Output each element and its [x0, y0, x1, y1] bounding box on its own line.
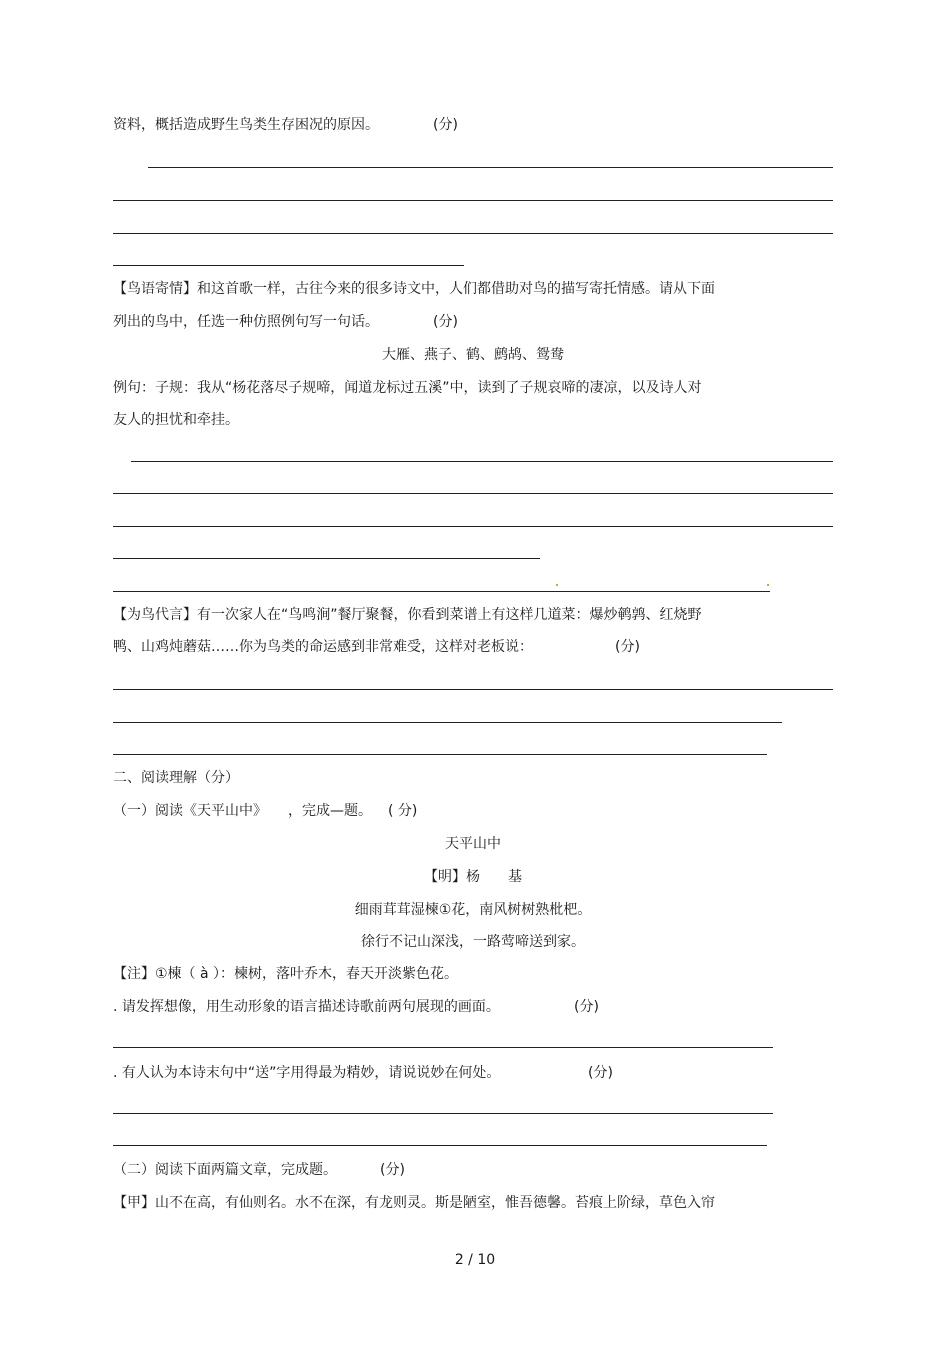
part1-title: （一）阅读《天平山中》 — [113, 803, 267, 819]
stray-mark — [767, 584, 769, 586]
niaoyu-prompt-line-2: 列出的鸟中，任选一种仿照例句写一句话。 — [113, 314, 379, 330]
answer-line — [113, 200, 833, 201]
answer-line — [148, 167, 833, 168]
answer-line — [113, 526, 833, 527]
answer-line — [113, 689, 833, 690]
score-label: (分) — [380, 1162, 405, 1178]
poem-line-1: 细雨茸茸湿楝①花，南风树树熟枇杷。 — [354, 902, 592, 918]
score-label: (分) — [433, 117, 458, 133]
answer-line — [113, 493, 833, 494]
passage-jia: 【甲】山不在高，有仙则名。水不在深，有龙则灵。斯是陋室，惟吾德馨。苔痕上阶绿，草色入帘 — [113, 1195, 715, 1211]
answer-line — [113, 1113, 773, 1114]
part1-title-suffix: ，完成—题。 — [288, 803, 372, 819]
answer-line — [131, 461, 833, 462]
weiniao-prompt-line-2: 鸭、山鸡炖蘑菇……你为鸟类的命运感到非常难受，这样对老板说： — [113, 639, 533, 655]
poem-note: 【注】①楝（ à ）：楝树，落叶乔木，春天开淡紫色花。 — [113, 966, 459, 982]
poem-line-2: 徐行不记山深浅，一路莺啼送到家。 — [361, 934, 585, 950]
stray-mark — [556, 584, 558, 586]
answer-line — [113, 233, 833, 234]
weiniao-prompt-line-1: 【为鸟代言】有一次家人在“鸟鸣涧”餐厅聚餐，你看到菜谱上有这样几道菜：爆炒鹌鹑、红烧野 — [113, 607, 702, 623]
niaoyu-prompt-line-1: 【鸟语寄情】和这首歌一样，古往今来的很多诗文中，人们都借助对鸟的描写寄托情感。请从下面 — [113, 281, 715, 297]
example-line-1: 例句：子规：我从“杨花落尽子规啼，闻道龙标过五溪”中，读到了子规哀啼的凄凉，以及诗人对 — [113, 380, 702, 396]
poem-author: 【明】杨 基 — [424, 869, 522, 885]
score-label: (分) — [588, 1065, 613, 1081]
score-label: (分) — [433, 314, 458, 330]
example-line-2: 友人的担忧和牵挂。 — [113, 412, 239, 428]
poem-title: 天平山中 — [445, 836, 501, 852]
part2-title: （二）阅读下面两篇文章，完成题。 — [113, 1162, 337, 1178]
answer-line — [113, 1145, 767, 1146]
question-song: . 有人认为本诗末句中“送”字用得最为精妙，请说说妙在何处。 — [113, 1065, 501, 1081]
answer-line — [113, 558, 540, 559]
score-label: ( 分) — [388, 803, 418, 819]
answer-line — [113, 1047, 773, 1048]
score-label: (分) — [615, 639, 640, 655]
section-title: 二、阅读理解（分） — [113, 770, 239, 786]
bird-list: 大雁、燕子、鹤、鹧鸪、鸳鸯 — [382, 347, 564, 363]
score-label: (分) — [574, 999, 599, 1015]
answer-line — [113, 722, 782, 723]
page-number: 2 / 10 — [454, 1252, 496, 1268]
question-text: 资料，概括造成野生鸟类生存困况的原因。 — [113, 117, 379, 133]
answer-line — [113, 754, 767, 755]
answer-line — [113, 591, 770, 592]
answer-line — [113, 265, 464, 266]
question-imagine: . 请发挥想像，用生动形象的语言描述诗歌前两句展现的画面。 — [113, 999, 500, 1015]
